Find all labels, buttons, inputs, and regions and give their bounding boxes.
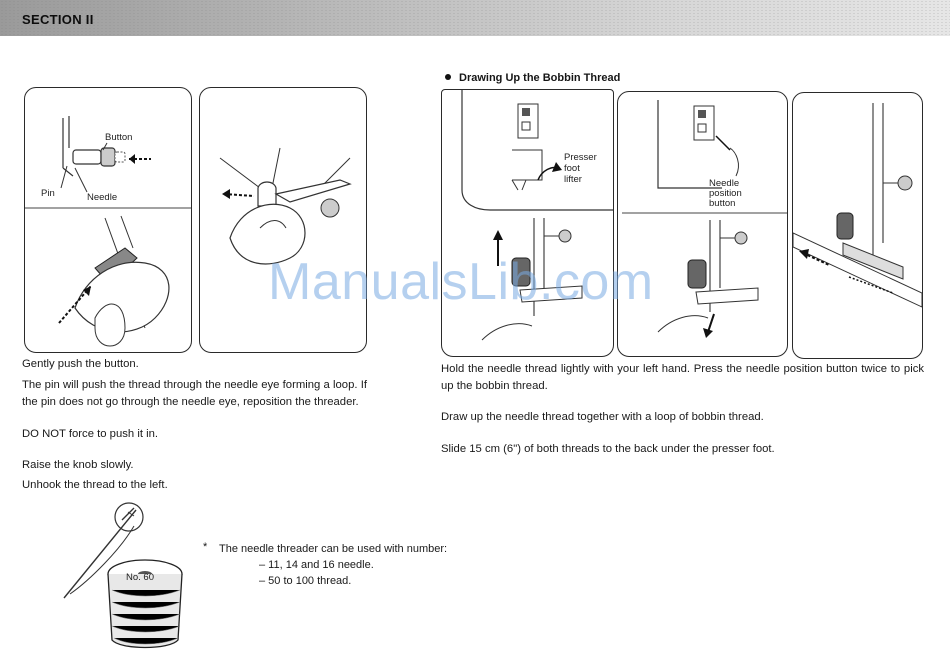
slide-text: Slide 15 cm (6") of both threads to the back under the presser foot. <box>441 443 775 455</box>
label-pin: Pin <box>41 188 55 199</box>
raise-knob-text: Raise the knob slowly. <box>22 459 134 471</box>
note-intro: The needle threader can be used with number: <box>219 543 448 555</box>
label-presser: Presser <box>564 152 597 163</box>
note-item: – 50 to 100 thread. <box>259 575 352 587</box>
label-needle-position-3: button <box>709 198 736 209</box>
presser-foot-illustration <box>442 90 613 356</box>
draw-up-text: Draw up the needle thread together with a loop of bobbin thread. <box>441 411 764 423</box>
header-texture <box>0 0 950 36</box>
watermark: ManualsLib.com <box>268 253 654 311</box>
figure-needle-position-button <box>617 91 788 357</box>
label-needle-position-1: Needle <box>709 178 740 189</box>
note-asterisk: * <box>203 541 208 553</box>
needle-spool-illustration <box>50 490 200 660</box>
label-button: Button <box>105 132 133 143</box>
bullet-icon <box>445 74 451 80</box>
section-header-bar <box>0 0 950 36</box>
figure-slide-threads <box>792 92 923 359</box>
bobbin-thread-heading-text: Drawing Up the Bobbin Thread <box>459 72 621 84</box>
slide-threads-illustration <box>793 93 922 358</box>
unhook-illustration <box>200 88 366 352</box>
figure-unhook-thread <box>199 87 367 353</box>
label-foot: foot <box>564 163 580 174</box>
figure-push-button <box>24 87 192 353</box>
hold-paragraph: Hold the needle thread lightly with your left hand. Press the needle position button twice to pick up the bobbin thread. <box>441 363 924 392</box>
threader-illustration <box>25 88 191 352</box>
section-title: SECTION II <box>22 12 94 27</box>
do-not-force-text: DO NOT force to push it in. <box>22 428 159 440</box>
label-lifter: lifter <box>564 174 582 185</box>
note-item: – 11, 14 and 16 needle. <box>259 559 374 571</box>
spool-label: No. 60 <box>126 572 154 583</box>
pin-paragraph: The pin will push the thread through the needle eye forming a loop. If the pin does not go through the needle eye, reposition the threader. <box>22 379 367 408</box>
unhook-text: Unhook the thread to the left. <box>22 479 168 491</box>
label-needle: Needle <box>87 192 118 203</box>
figure-presser-foot-lifter <box>441 89 614 357</box>
bobbin-thread-heading <box>445 72 620 84</box>
gently-push-text: Gently push the button. <box>22 358 139 370</box>
needle-position-illustration <box>618 92 787 356</box>
label-needle-position-2: position <box>709 188 742 199</box>
